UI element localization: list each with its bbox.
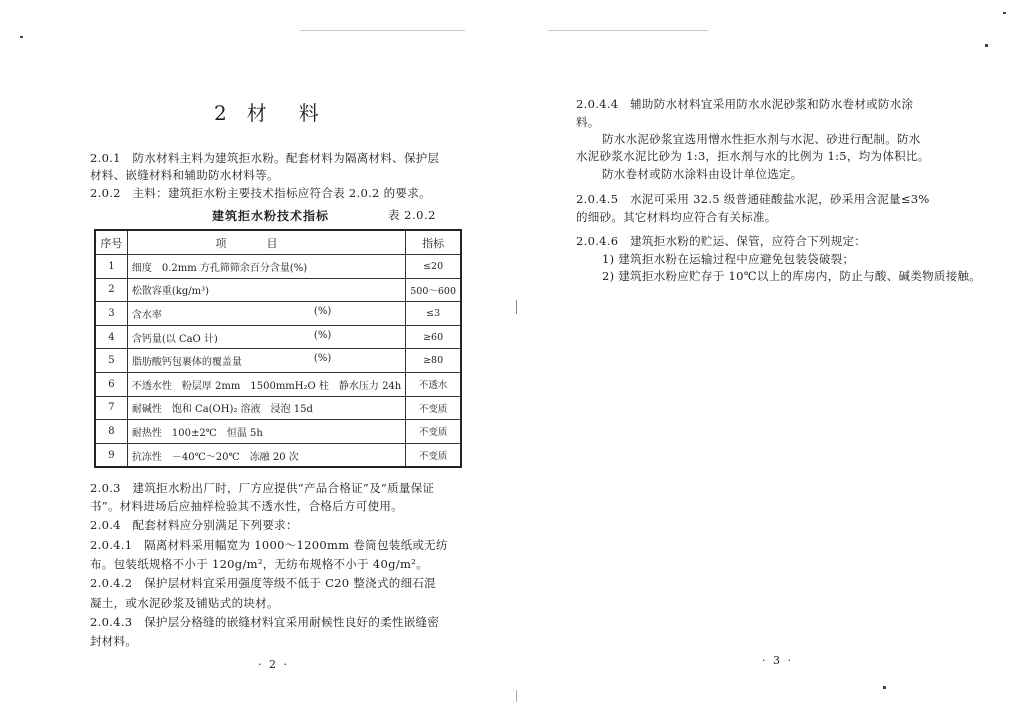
- row-index: 8: [95, 420, 127, 444]
- row-value: ≥60: [406, 325, 461, 349]
- row-value: 500～600: [406, 278, 461, 302]
- paragraph-line: 书”。材料进场后应抽样检验其不透水性，合格后方可使用。: [90, 499, 403, 513]
- table-row: [95, 255, 461, 279]
- table-row: [95, 372, 461, 396]
- paragraph-line: 水泥砂浆水泥比砂为 1:3，拒水剂与水的比例为 1:5，均为体积比。: [576, 149, 930, 163]
- row-item: [127, 349, 405, 373]
- table-row: [95, 443, 461, 467]
- header-value: 指标: [406, 230, 461, 255]
- row-item: [127, 372, 405, 396]
- row-item: [127, 255, 405, 279]
- row-item: [127, 302, 405, 326]
- row-item-text: 抗冻性 －40℃～20℃ 冻融 20 次: [131, 451, 299, 463]
- table-row: [95, 420, 461, 444]
- paragraph-line: 防水水泥砂浆宜选用憎水性拒水剂与水泥、砂进行配制。防水: [602, 132, 921, 146]
- paragraph-line: 2.0.4.5 水泥可采用 32.5 级普通硅酸盐水泥，砂采用含泥量≤3%: [576, 192, 930, 206]
- paragraph-line: 防水卷材或防水涂料由设计单位选定。: [602, 167, 803, 181]
- row-item-text: 耐热性 100±2℃ 恒温 5h: [131, 427, 263, 439]
- chapter-title: [214, 97, 323, 126]
- row-item: [127, 325, 405, 349]
- paragraph-line: 的细砂。其它材料均应符合有关标准。: [576, 210, 777, 224]
- chapter-word-1: 材: [246, 101, 271, 125]
- row-value: ≥80: [406, 349, 461, 373]
- table-row: [95, 349, 461, 373]
- table-caption: 建筑拒水粉技术指标: [212, 209, 330, 223]
- paragraph-line: 2.0.1 防水材料主料为建筑拒水粉。配套材料为隔离材料、保护层: [90, 151, 440, 165]
- row-item-text: 细度 0.2mm 方孔筛筛余百分含量(%): [131, 262, 308, 274]
- row-item-text: 松散容重(kg/m³): [131, 286, 209, 298]
- row-index: 3: [95, 302, 127, 326]
- table-row: [95, 325, 461, 349]
- table-number: 表 2.0.2: [388, 208, 436, 222]
- right-page: [512, 0, 1024, 724]
- spec-table: [94, 229, 462, 468]
- row-index: 1: [95, 255, 127, 279]
- paragraph-line: 2.0.4.1 隔离材料采用幅宽为 1000～1200mm 卷筒包装纸或无纺: [90, 538, 448, 552]
- list-item: 2) 建筑拒水粉应贮存于 10℃以上的库房内，防止与酸、碱类物质接触。: [602, 269, 982, 283]
- row-unit: (%): [313, 353, 332, 365]
- row-unit: (%): [313, 305, 332, 317]
- row-index: 7: [95, 396, 127, 420]
- row-item: [127, 443, 405, 467]
- row-index: 5: [95, 349, 127, 373]
- paragraph-line: 2.0.4.2 保护层材料宜采用强度等级不低于 C20 整浇式的细石混: [90, 576, 436, 590]
- paragraph-line: 2.0.3 建筑拒水粉出厂时，厂方应提供“产品合格证”及“质量保证: [90, 481, 435, 495]
- page-number: · 2 ·: [258, 658, 289, 671]
- paragraph-line: 材料、嵌缝材料和辅助防水材料等。: [90, 168, 279, 182]
- row-value: ≤3: [406, 302, 461, 326]
- row-item: [127, 278, 405, 302]
- paragraph-line: 凝土，或水泥砂浆及铺贴式的块材。: [90, 596, 279, 610]
- row-value: 不透水: [406, 372, 461, 396]
- row-value: 不变质: [406, 396, 461, 420]
- row-value: 不变质: [406, 420, 461, 444]
- paragraph-line: 2.0.4 配套材料应分别满足下列要求：: [90, 518, 298, 532]
- paragraph-line: 2.0.2 主料：建筑拒水粉主要技术指标应符合表 2.0.2 的要求。: [90, 186, 431, 200]
- page-number: · 3 ·: [762, 654, 793, 667]
- paragraph-line: 2.0.4.4 辅助防水材料宜采用防水水泥砂浆和防水卷材或防水涂: [576, 97, 914, 111]
- row-item-text: 含水率: [131, 309, 162, 321]
- row-item: [127, 420, 405, 444]
- row-value: 不变质: [406, 443, 461, 467]
- header-index: 序号: [95, 230, 127, 255]
- table-header-row: [95, 230, 461, 255]
- table-row: [95, 278, 461, 302]
- row-item-text: 含钙量(以 CaO 计): [131, 333, 218, 345]
- row-item-text: 脂肪酸钙包裹体的覆盖量: [131, 357, 242, 369]
- table-row: [95, 396, 461, 420]
- paragraph-line: 封材料。: [90, 634, 138, 648]
- row-index: 6: [95, 372, 127, 396]
- paragraph-line: 2.0.4.6 建筑拒水粉的贮运、保管，应符合下列规定：: [576, 234, 867, 248]
- list-item: 1) 建筑拒水粉在运输过程中应避免包装袋破裂；: [602, 252, 855, 266]
- paragraph-line: 2.0.4.3 保护层分格缝的嵌缝材料宜采用耐候性良好的柔性嵌缝密: [90, 615, 440, 629]
- table-row: [95, 302, 461, 326]
- row-item-text: 耐碱性 饱和 Ca(OH)₂ 溶液 浸泡 15d: [131, 404, 313, 416]
- paragraph-line: 布。包装纸规格不小于 120g/m²，无纺布规格不小于 40g/m²。: [90, 557, 428, 571]
- row-item-text: 不透水性 粉层厚 2mm 1500mmH₂O 柱 静水压力 24h: [131, 380, 402, 392]
- chapter-number: 2: [214, 101, 231, 125]
- row-index: 4: [95, 325, 127, 349]
- chapter-word-2: 料: [298, 101, 323, 125]
- row-value: ≤20: [406, 255, 461, 279]
- row-index: 2: [95, 278, 127, 302]
- header-item: 项目: [127, 230, 405, 255]
- paragraph-line: 料。: [576, 115, 600, 129]
- row-unit: (%): [313, 329, 332, 341]
- row-item: [127, 396, 405, 420]
- row-index: 9: [95, 443, 127, 467]
